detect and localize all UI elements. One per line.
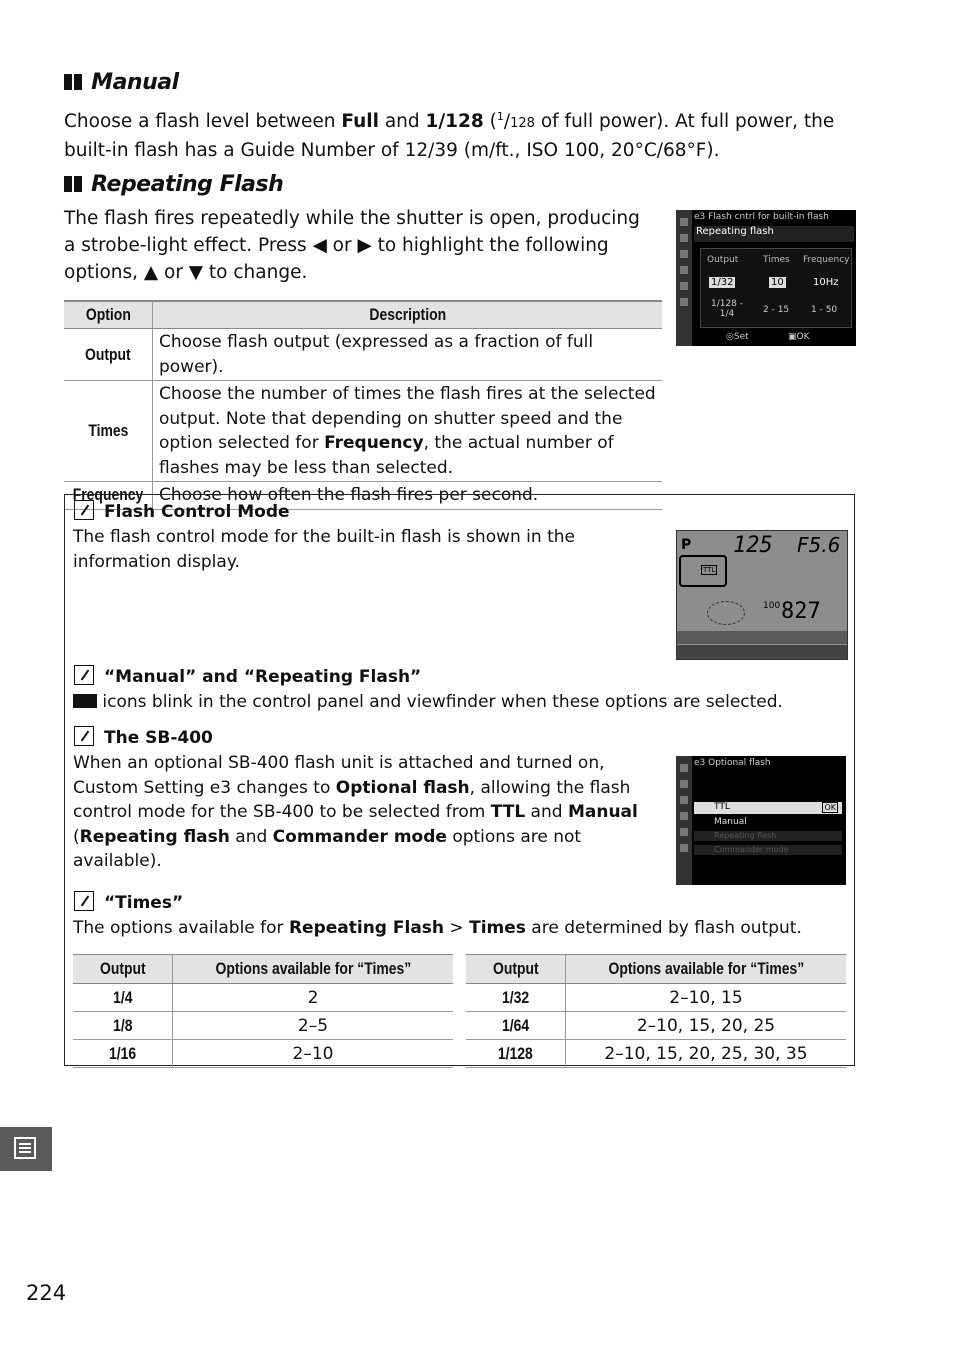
output-cell	[466, 1040, 566, 1068]
frac-sep: /	[503, 111, 511, 133]
frequency-value[interactable]: 10Hz	[813, 277, 839, 288]
full-label: Full	[341, 111, 379, 133]
af-area	[707, 601, 745, 625]
options-table	[64, 300, 662, 510]
note-text-post: are determined by flash output.	[525, 918, 802, 938]
table-header	[73, 955, 453, 984]
options-cell: 2–10, 15, 20, 25, 30, 35	[566, 1040, 847, 1068]
times-table-right	[466, 954, 846, 1068]
list-icon	[14, 1137, 36, 1159]
note-title-text: The SB-400	[104, 728, 213, 748]
cell-text: 1/16	[108, 1043, 137, 1063]
ok-badge: OK	[824, 803, 836, 812]
desc-bold: Frequency	[324, 433, 424, 453]
sb400-t3: and	[525, 802, 568, 822]
options-cell: 2	[173, 984, 454, 1012]
ok-label: OK	[796, 332, 810, 342]
header-text: Output	[492, 959, 539, 978]
screen-subtitle: Repeating flash	[694, 226, 854, 242]
and-text: and	[378, 111, 426, 133]
sb400-text	[73, 751, 663, 874]
table-header	[64, 301, 662, 329]
header-text: Options available for “Times”	[608, 959, 804, 978]
heading-bullet-icon	[64, 74, 72, 90]
header-options	[566, 955, 847, 984]
menu-item-ttl[interactable]	[694, 802, 842, 814]
output-range: 1/128 - 1/4	[710, 299, 744, 319]
cell-text: 1/128	[498, 1043, 533, 1063]
header-output	[73, 955, 173, 984]
options-cell: 2–10, 15	[566, 984, 847, 1012]
row-label-text: Times	[87, 421, 129, 440]
output-cell	[73, 1012, 173, 1040]
pencil-icon	[74, 665, 94, 685]
times-table-left	[73, 954, 453, 1068]
cell-text: 1/8	[112, 1015, 133, 1035]
header-option-text: Option	[85, 305, 131, 324]
ttl-indicator: TTL	[703, 566, 716, 574]
heading-bullet-icon	[64, 176, 72, 192]
heading-bullet-icon	[74, 176, 82, 192]
output-cell	[466, 984, 566, 1012]
flash-compensation-icon	[73, 694, 97, 708]
table-row	[64, 381, 662, 482]
sb400-t6: options are not available).	[73, 826, 582, 871]
col-times: Times	[763, 255, 790, 265]
sb400-t2: , allowing the flash control mode for the SB-400 to be selected from	[73, 777, 631, 822]
desc-text: Choose the number of times the flash fires at the selected output. Note that depending on shutter speed and the option selected for	[158, 384, 656, 453]
manual-line2: built-in flash has a Guide Number of 12/39 (m/ft., ISO 100, 20°C/68°F).	[64, 140, 720, 162]
header-text: Output	[99, 959, 146, 978]
note-title	[74, 500, 290, 522]
manual-paragraph	[64, 103, 864, 164]
info-bar-2	[677, 645, 847, 659]
note-title-text: “Manual” and “Repeating Flash”	[104, 667, 422, 687]
note-text	[73, 690, 853, 715]
min-value: 1/128	[425, 111, 484, 133]
manual-heading	[64, 70, 179, 95]
heading-bullet-icon	[74, 74, 82, 90]
col-output: Output	[707, 255, 739, 265]
repeating-line1: The flash fires repeatedly while the shutter is open, producing	[64, 208, 640, 229]
set-label: Set	[733, 332, 749, 342]
aperture: F5.6	[797, 533, 841, 557]
note-sep: >	[444, 918, 470, 938]
note-title	[74, 665, 421, 687]
header-description	[152, 301, 662, 329]
screen-title: e3 Flash cntrl for built-in flash	[694, 212, 829, 222]
cell-text: 1/32	[501, 987, 530, 1007]
pencil-icon	[74, 726, 94, 746]
repeating-paragraph	[64, 205, 664, 286]
iso-value: 100	[763, 601, 781, 611]
frequency-range: 1 - 50	[811, 305, 838, 315]
page-number: 224	[26, 1281, 67, 1305]
optional-flash-screen	[676, 756, 846, 885]
note-title	[74, 726, 213, 748]
menu-item-repeating: Repeating flash	[694, 831, 842, 841]
note-text-pre: The options available for	[73, 918, 289, 938]
cell-text: 1/4	[112, 987, 133, 1007]
menu-item-commander: Commander mode	[694, 845, 842, 855]
note-text	[73, 916, 853, 941]
paren: (	[483, 111, 497, 133]
row-label	[64, 329, 152, 381]
repeating-line2: a strobe-light effect. Press ◀ or ▶ to highlight the following	[64, 235, 609, 256]
sb400-t5: and	[229, 826, 273, 847]
row-label	[64, 381, 152, 482]
menu-list-tab[interactable]	[0, 1127, 52, 1171]
header-text: Options available for “Times”	[215, 959, 411, 978]
sb400-b1: Optional flash	[335, 777, 470, 798]
pencil-icon	[74, 500, 94, 520]
flash-control-screen	[676, 210, 856, 346]
note-bold-2: Times	[469, 918, 526, 938]
row-label-text: Output	[85, 344, 131, 364]
repeating-heading-text: Repeating Flash	[91, 172, 284, 197]
header-output	[466, 955, 566, 984]
output-value[interactable]: 1/32	[711, 277, 734, 288]
row-label-text: Frequency	[72, 485, 144, 505]
table-row	[466, 1012, 846, 1040]
menu-item-label: TTL	[714, 802, 730, 812]
pencil-icon	[74, 891, 94, 911]
sb400-t1: When an optional SB-400 flash unit is attached and turned on, Custom Setting e3 changes to	[73, 753, 605, 798]
times-range: 2 - 15	[763, 305, 790, 315]
table-row	[466, 984, 846, 1012]
ok-hint: ▣OK	[788, 332, 810, 342]
sb400-b5: Commander mode	[272, 826, 447, 847]
header-option	[64, 301, 152, 329]
output-cell	[73, 1040, 173, 1068]
sb400-t4: (	[73, 826, 80, 847]
times-value[interactable]: 10	[771, 277, 784, 288]
note-text: The flash control mode for the built-in flash is shown in the information display.	[73, 527, 575, 572]
note-title-text: Flash Control Mode	[104, 502, 290, 522]
frac-den: 128	[510, 116, 535, 132]
row-desc: Choose how often the flash fires per second.	[152, 482, 662, 510]
manual-text-post: of full power). At full power, the	[534, 111, 835, 133]
table-row	[64, 329, 662, 381]
table-header	[466, 955, 846, 984]
repeating-line3: options, ▲ or ▼ to change.	[64, 262, 308, 283]
options-cell: 2–5	[173, 1012, 454, 1040]
manual-heading-text: Manual	[91, 70, 179, 95]
screen-panel	[700, 248, 852, 328]
table-row	[466, 1040, 846, 1068]
repeating-heading	[64, 172, 283, 197]
shots-remaining: 827	[781, 599, 821, 624]
manual-text: Choose a flash level between	[64, 111, 342, 133]
note-title	[74, 891, 183, 913]
output-cell	[466, 1012, 566, 1040]
header-description-text: Description	[369, 305, 446, 324]
header-options	[173, 955, 454, 984]
options-cell: 2–10	[173, 1040, 454, 1068]
desc-text-post: , the actual number of flashes may be less than selected.	[158, 433, 614, 478]
screen-title: e3 Optional flash	[694, 758, 771, 768]
options-cell: 2–10, 15, 20, 25	[566, 1012, 847, 1040]
mode-p: P	[681, 537, 692, 553]
row-desc: Choose flash output (expressed as a fraction of full power).	[152, 329, 662, 381]
shutter-speed: 125	[733, 533, 773, 558]
menu-item-manual[interactable]: Manual	[714, 817, 747, 827]
table-row	[73, 984, 453, 1012]
menu-side-bar	[676, 210, 692, 346]
frac-num: 1	[496, 110, 504, 123]
sb400-b4: Repeating flash	[79, 826, 230, 847]
menu-side-bar	[676, 756, 692, 885]
col-frequency: Frequency	[803, 255, 850, 265]
cell-text: 1/64	[501, 1015, 530, 1035]
output-cell	[73, 984, 173, 1012]
info-bar-1	[677, 631, 847, 644]
note-bold-1: Repeating Flash	[288, 918, 445, 938]
table-row	[73, 1040, 453, 1068]
table-row	[73, 1012, 453, 1040]
row-desc	[152, 381, 662, 482]
set-hint: ◎Set	[726, 332, 749, 342]
note-title-text: “Times”	[104, 893, 184, 913]
note-text-span: icons blink in the control panel and viewfinder when these options are selected.	[97, 692, 783, 712]
sb400-b2: TTL	[490, 802, 526, 822]
info-display	[676, 530, 848, 660]
sb400-b3: Manual	[567, 802, 638, 822]
